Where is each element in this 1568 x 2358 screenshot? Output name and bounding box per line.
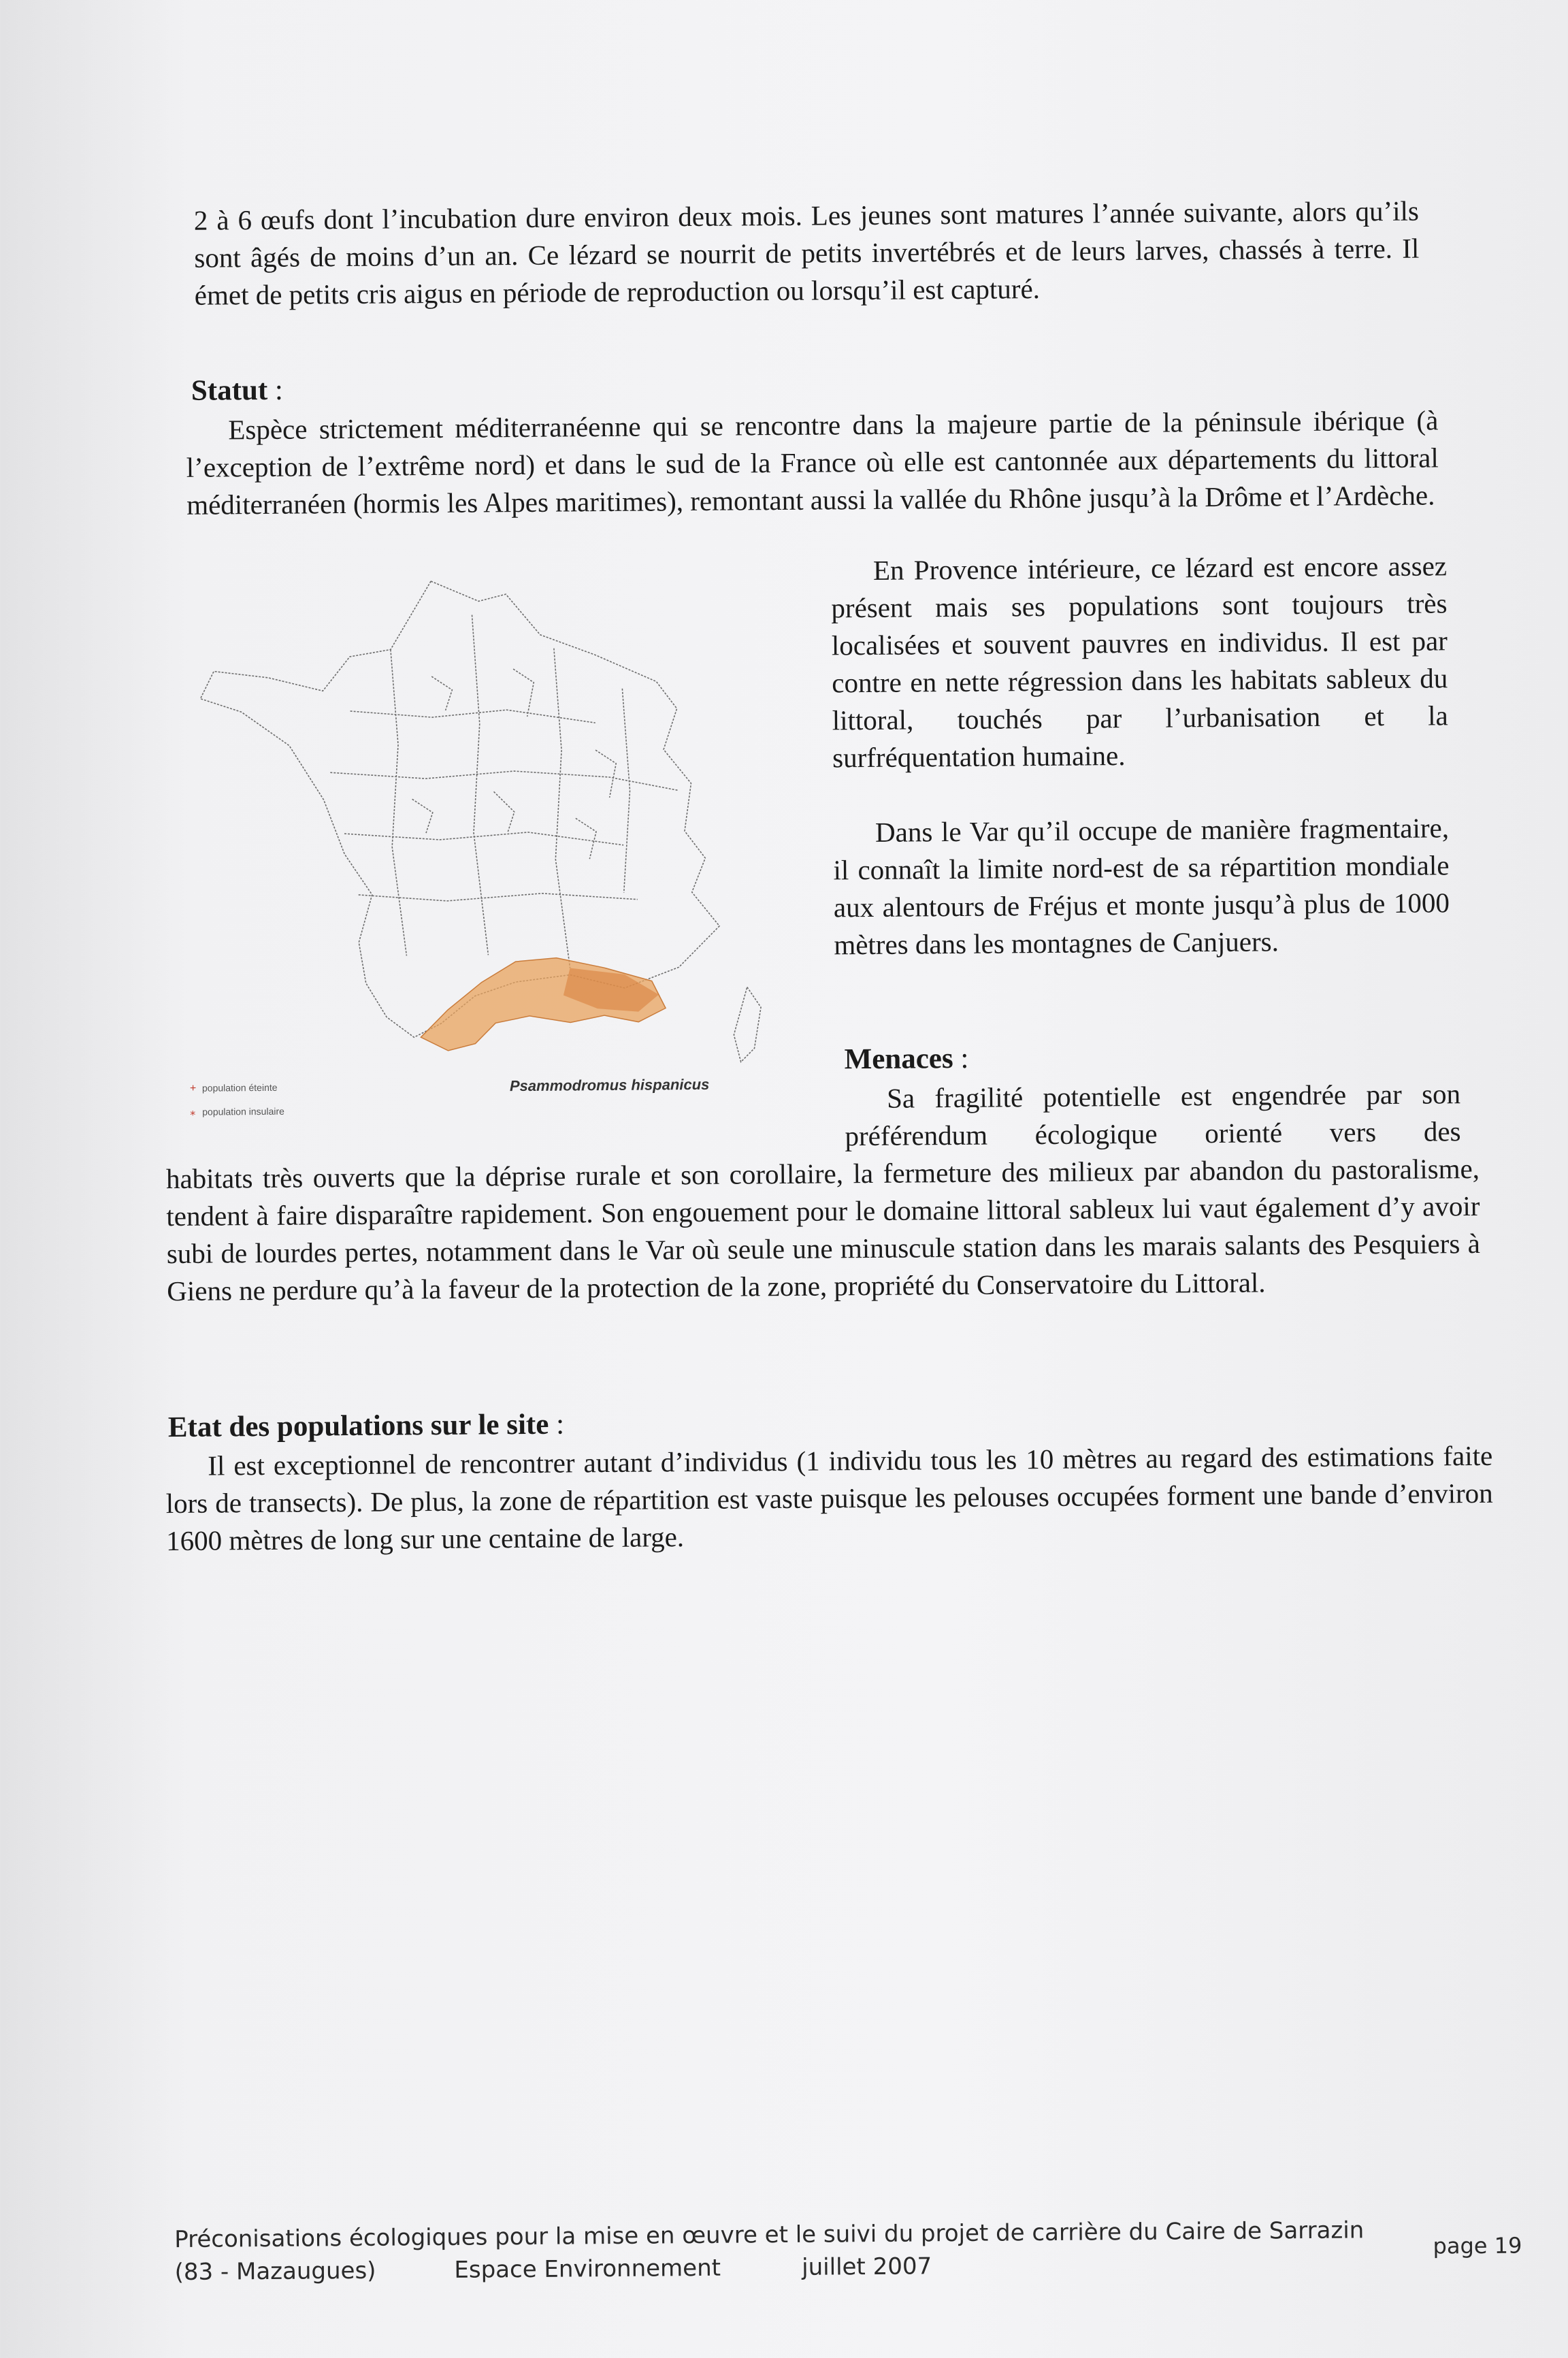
statut-heading: Statut :	[191, 374, 284, 407]
footer-location: (83 - Mazaugues)	[174, 2257, 376, 2287]
statut-paragraph-1: Espèce strictement méditerranéenne qui se rencontre dans la majeure partie de la péninsule ibérique (à l’exception de l’extrême nord) et dans le sud de la France où elle est cantonnée aux départements du littoral méditerranéen (hormis les Alpes maritimes), remontant aussi la vallée du Rhône jusqu’à la Drôme et l’Ardèche.	[186, 404, 1439, 521]
etat-heading: Etat des populations sur le site :	[167, 1408, 565, 1444]
legend-item-extinct: + population éteinte	[189, 1081, 278, 1094]
menaces-paragraph-top: Sa fragilité potentielle est engendrée par son préférendum écologique orienté vers des	[845, 1078, 1461, 1152]
distribution-map-figure	[186, 572, 802, 1121]
etat-paragraph: Il est exceptionnel de rencontrer autant d’individus (1 individu tous les 10 mètres au regard des estimations faite lors de transects). De plus, la zone de répartition est vaste puisque les pelouses occupées forment une bande d’environ 1600 mètres de long sur une centaine de large.	[165, 1439, 1493, 1557]
map-legend	[190, 1076, 284, 1124]
footer-title: Préconisations écologiques pour la mise en œuvre et le suivi du projet de carrière du Caire de Sarrazin	[174, 2216, 1365, 2254]
footer-org: Espace Environnement	[454, 2254, 721, 2284]
statut-paragraph-3: Dans le Var qu’il occupe de manière fragmentaire, il connaît la limite nord-est de sa répartition mondiale aux alentours de Fréjus et monte jusqu’à plus de 1000 mètres dans les montagnes de Canjuers.	[833, 812, 1450, 961]
legend-item-island: ⁎ population insulaire	[190, 1105, 284, 1118]
france-map	[186, 572, 802, 1121]
page-footer	[174, 2213, 1522, 2289]
page-number: page 19	[1433, 2232, 1522, 2259]
map-caption: Psammodromus hispanicus	[509, 1075, 710, 1095]
menaces-heading: Menaces :	[844, 1042, 969, 1076]
footer-date: juillet 2007	[802, 2253, 932, 2281]
menaces-paragraph-rest: habitats très ouverts que la déprise rurale et son corollaire, la fermeture des milieux par abandon du pastoralisme, tendent à faire disparaître rapidement. Son engouement pour le domaine littoral sableux lui vaut également d’y avoir subi de lourdes pertes, notamment dans le Var où seule une minuscule station dans les marais salants des Pesquiers à Giens ne perdure qu’à la faveur de la protection de la zone, propriété du Conservatoire du Littoral.	[165, 1152, 1480, 1307]
statut-paragraph-2: En Provence intérieure, ce lézard est encore assez présent mais ses populations sont toujours très localisées et souvent pauvres en individus. Il est par contre en nette régression dans les habitats sableux du littoral, touchés par l’urbanisation et la surfréquentation humaine.	[831, 550, 1448, 774]
france-outline	[199, 579, 720, 1039]
intro-paragraph: 2 à 6 œufs dont l’incubation dure environ deux mois. Les jeunes sont matures l’année suivante, alors qu’ils sont âgés de moins d’un an. Ce lézard se nourrit de petits invertébrés et de leurs larves, chassés à terre. Il émet de petits cris aigus en période de reproduction ou lorsqu’il est capturé.	[193, 195, 1420, 311]
